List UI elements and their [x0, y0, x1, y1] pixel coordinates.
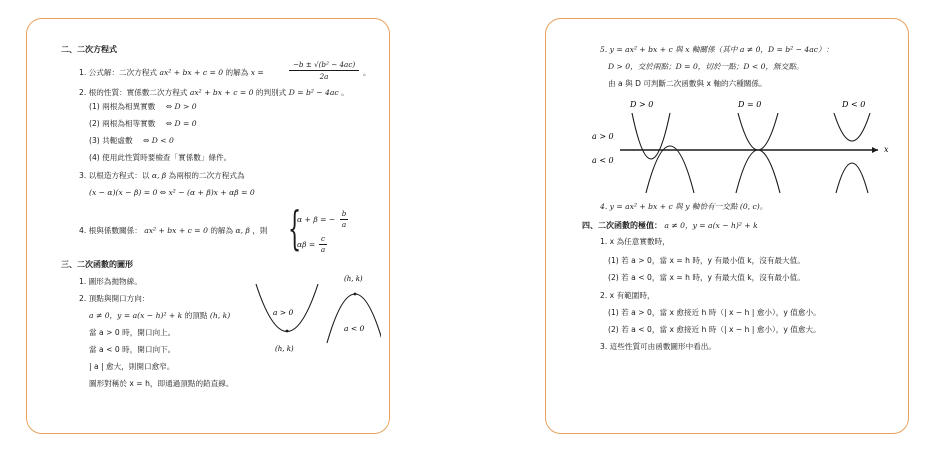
section-3-title: 三、二次函數的圖形 [61, 260, 133, 269]
six-relations-note: 由 a 與 D 可判斷二次函數與 x 軸的六種關係。 [608, 79, 767, 88]
six-relations-figure [586, 95, 896, 195]
vieta-sum-den: a [341, 220, 347, 229]
vieta-prod-den: a [320, 245, 326, 254]
roots-to-equation-formula: (x − α)(x − β) = 0 ⇔ x² − (α + β)x + αβ = 0 [89, 188, 255, 197]
item4-equation: ax² + bx + c = 0 [144, 226, 208, 235]
roots-to-equation-line [79, 171, 245, 181]
item4-roots: α, β [235, 226, 250, 235]
item4-prefix: 4. 根與係數關係： [79, 226, 142, 235]
width-line: | a | 愈大，則開口愈窄。 [89, 362, 175, 371]
downward-parabola-label: a < 0 [344, 324, 365, 333]
downward-parabola-vertex: (h, k) [344, 275, 363, 283]
x-axis-arrow-icon [872, 147, 878, 153]
vieta-line [79, 226, 268, 236]
vertex-form-mid: 的頂點 [184, 311, 208, 320]
quadratic-formula-numerator: −b ± √(b² − 4ac) [292, 60, 356, 69]
downward-parabola [327, 294, 381, 343]
item2-prefix: 2. 根的性質：實係數二次方程式 [79, 88, 188, 97]
extremum-item-1: 1. x 為任意實數時， [600, 237, 670, 246]
root-case-2 [89, 119, 197, 129]
root-case-1 [89, 102, 197, 112]
root-case-3-condition: ⇔ D < 0 [142, 136, 174, 145]
vieta-product: αβ = [297, 240, 316, 249]
root-case-2-text: (2) 兩根為相等實數 [89, 119, 156, 128]
label-d-positive: D > 0 [630, 100, 654, 109]
item1-end: 。 [363, 68, 371, 77]
upward-vertex-dot [286, 330, 289, 333]
opening-up-line: 當 a > 0 時，開口向上。 [89, 328, 176, 337]
parabola-a-neg-d-pos [646, 146, 694, 193]
quadratic-formula-denominator: 2a [319, 72, 329, 81]
parabola-a-neg-d-zero [736, 150, 780, 193]
y-axis-intersection-line: 4. y = ax² + bx + c 與 y 軸恰有一交點 (0, c)。 [600, 202, 768, 211]
graph-item-1: 1. 圖形為拋物線。 [79, 277, 142, 286]
section-4-title-line [582, 221, 758, 231]
item1-prefix: 1. 公式解：二次方程式 [79, 68, 158, 77]
item3-end: 為兩根的二次方程式為 [168, 171, 245, 180]
vieta-sum-num: b [341, 209, 347, 218]
x-axis-relation-cases: D > 0，交於兩點；D = 0，切於一點；D < 0，無交點。 [608, 62, 804, 71]
right-page-panel [545, 18, 909, 434]
item1-x-equals: x = [250, 68, 264, 77]
extremum-item-2-case-1: (1) 若 a > 0，當 x 愈接近 h 時（| x − h | 愈小），y 值愈小。 [608, 308, 821, 317]
root-case-2-condition: ⇔ D = 0 [165, 119, 197, 128]
extremum-item-2: 2. x 有範圍時， [600, 291, 655, 300]
vieta-sum: α + β = − [297, 215, 336, 224]
extremum-item-1-case-2: (2) 若 a < 0，當 x = h 時，y 有最大值 k，沒有最小值。 [608, 273, 805, 282]
discriminant-formula: D = b² − 4ac [288, 88, 339, 97]
discriminant-line [79, 88, 349, 98]
extremum-item-2-case-2: (2) 若 a < 0，當 x 愈接近 h 時（| x − h | 愈小），y 值愈大。 [608, 325, 821, 334]
opening-down-line: 當 a < 0 時，開口向下。 [89, 345, 176, 354]
section-2-title: 二、二次方程式 [61, 45, 117, 54]
label-a-negative: a < 0 [592, 156, 614, 165]
section-4-equation: a ≠ 0，y = a(x − h)² + k [664, 221, 758, 230]
item3-roots: α, β [151, 171, 167, 180]
parabola-a-neg-d-neg [836, 163, 868, 193]
graph-item-2: 2. 頂點與開口方向： [79, 294, 150, 303]
vertex-parabolas-figure [251, 269, 381, 359]
item2-mid: 的判別式 [255, 88, 287, 97]
parabola-a-pos-d-pos [632, 113, 670, 159]
label-a-positive: a > 0 [592, 132, 614, 141]
quadratic-formula-line [79, 68, 264, 78]
x-axis-relation-title: 5. y = ax² + bx + c 與 x 軸關係（其中 a ≠ 0，D = b² − 4ac）： [600, 45, 834, 54]
label-d-negative: D < 0 [842, 100, 866, 109]
item3-prefix: 3. 以根造方程式：以 [79, 171, 150, 180]
item4-then: ，則 [252, 226, 268, 235]
parabola-a-pos-d-zero [738, 113, 778, 150]
parabola-a-pos-d-neg [834, 113, 870, 141]
x-axis-label: x [884, 145, 889, 154]
left-page-panel [26, 18, 390, 434]
vertex-form: a ≠ 0，y = a(x − h)² + k [89, 311, 183, 320]
vieta-prod-num: c [320, 234, 326, 243]
item1-equation: ax² + bx + c = 0 [159, 68, 224, 77]
label-d-zero: D = 0 [738, 100, 762, 109]
item1-mid: 的解為 [225, 68, 249, 77]
root-case-3-text: (3) 共軛虛數 [89, 136, 133, 145]
root-case-1-condition: ⇔ D > 0 [165, 102, 197, 111]
upward-parabola-label: a > 0 [273, 308, 294, 317]
extremum-item-3: 3. 這些性質可由函數圖形中看出。 [600, 342, 716, 351]
item4-mid: 的解為 [210, 226, 234, 235]
root-case-3 [89, 136, 174, 146]
symmetry-line: 圖形對稱於 x = h，即通過頂點的鉛直線。 [89, 379, 234, 388]
item2-equation: ax² + bx + c = 0 [189, 88, 254, 97]
vertex-form-line [89, 311, 230, 321]
section-4-title: 四、二次函數的極值： [582, 221, 662, 230]
downward-vertex-dot [354, 293, 357, 296]
upward-parabola-vertex: (h, k) [275, 345, 294, 353]
extremum-item-1-case-1: (1) 若 a > 0，當 x = h 時，y 有最小值 k，沒有最大值。 [608, 256, 805, 265]
item2-end: 。 [341, 88, 349, 97]
root-case-1-text: (1) 兩根為相異實數 [89, 102, 156, 111]
quadratic-formula-bar [289, 70, 359, 71]
vieta-brace: { [288, 201, 302, 255]
root-case-4: (4) 使用此性質時要檢查「實係數」條件。 [89, 153, 232, 162]
vertex-form-vertex: (h, k) [209, 311, 231, 320]
